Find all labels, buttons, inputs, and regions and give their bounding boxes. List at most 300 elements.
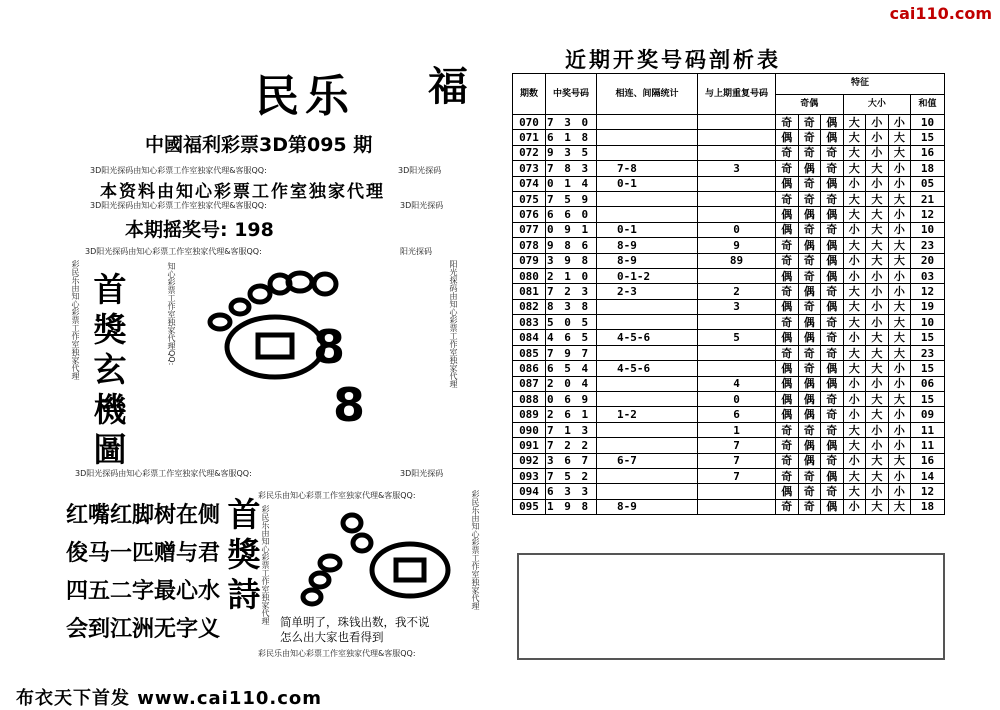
title-char: 首 bbox=[93, 270, 127, 309]
cell-big-small: 小 bbox=[866, 376, 889, 391]
bead bbox=[210, 315, 230, 329]
cell-sum: 15 bbox=[911, 330, 945, 345]
cell-big-small: 小 bbox=[888, 207, 911, 222]
cell-winning-number: 4 6 5 bbox=[546, 330, 597, 345]
table-row bbox=[513, 207, 945, 222]
cell-big-small: 大 bbox=[866, 392, 889, 407]
cell-odd-even: 偶 bbox=[821, 499, 844, 514]
cell-sum: 11 bbox=[911, 422, 945, 437]
cell-consecutive: 8-9 bbox=[597, 238, 698, 253]
sponsor-line: 本资料由知心彩票工作室独家代理 bbox=[100, 182, 385, 202]
cell-issue: 070 bbox=[513, 115, 546, 130]
cell-big-small: 大 bbox=[888, 392, 911, 407]
cell-winning-number: 1 9 8 bbox=[546, 499, 597, 514]
cell-repeat: 0 bbox=[698, 222, 776, 237]
cell-odd-even: 奇 bbox=[776, 453, 799, 468]
cell-big-small: 小 bbox=[888, 407, 911, 422]
cell-big-small: 小 bbox=[888, 176, 911, 191]
table-title: 近期开奖号码剖析表 bbox=[565, 47, 781, 72]
cell-odd-even: 奇 bbox=[776, 161, 799, 176]
cell-winning-number: 7 8 3 bbox=[546, 161, 597, 176]
cell-big-small: 小 bbox=[866, 284, 889, 299]
cell-big-small: 小 bbox=[866, 130, 889, 145]
cell-big-small: 大 bbox=[843, 299, 866, 314]
cell-odd-even: 偶 bbox=[798, 161, 821, 176]
cell-repeat bbox=[698, 499, 776, 514]
poem-line: 俊马一匹赠与君 bbox=[66, 541, 221, 566]
cell-odd-even: 奇 bbox=[798, 268, 821, 283]
table-row bbox=[513, 222, 945, 237]
cell-consecutive bbox=[597, 422, 698, 437]
cell-big-small: 大 bbox=[843, 130, 866, 145]
cell-odd-even: 偶 bbox=[821, 468, 844, 483]
footer: 布衣天下首发 www.cai110.com bbox=[16, 688, 323, 709]
cell-odd-even: 偶 bbox=[821, 299, 844, 314]
cell-big-small: 小 bbox=[866, 422, 889, 437]
cell-odd-even: 奇 bbox=[821, 222, 844, 237]
cell-odd-even: 奇 bbox=[798, 484, 821, 499]
cell-repeat bbox=[698, 315, 776, 330]
cell-big-small: 大 bbox=[843, 438, 866, 453]
cell-issue: 085 bbox=[513, 345, 546, 360]
cell-odd-even: 奇 bbox=[776, 238, 799, 253]
cell-odd-even: 奇 bbox=[798, 499, 821, 514]
cell-winning-number: 0 9 1 bbox=[546, 222, 597, 237]
cell-odd-even: 奇 bbox=[798, 422, 821, 437]
cell-issue: 072 bbox=[513, 145, 546, 160]
note-line: 怎么出大家也看得到 bbox=[280, 630, 384, 644]
cell-big-small: 小 bbox=[866, 268, 889, 283]
cell-consecutive bbox=[597, 299, 698, 314]
cell-big-small: 小 bbox=[866, 115, 889, 130]
tiny-note-bottom-left: 3D阳光探码由知心彩票工作室独家代理&客服QQ: bbox=[90, 201, 267, 210]
cell-odd-even: 偶 bbox=[821, 376, 844, 391]
cell-issue: 071 bbox=[513, 130, 546, 145]
cell-big-small: 大 bbox=[843, 145, 866, 160]
cell-odd-even: 偶 bbox=[776, 176, 799, 191]
vertical-note-lower-left: 彩民乐由知心彩票工作室独家代理 bbox=[261, 505, 270, 625]
cell-issue: 078 bbox=[513, 238, 546, 253]
table-row bbox=[513, 145, 945, 160]
cell-repeat bbox=[698, 130, 776, 145]
vertical-note-right: 阳光探码由知心彩票工作室独家代理 bbox=[449, 260, 458, 388]
cell-winning-number: 7 5 9 bbox=[546, 191, 597, 206]
tiny-note-mid-right: 阳光探码 bbox=[400, 247, 432, 256]
cell-odd-even: 奇 bbox=[798, 145, 821, 160]
cell-odd-even: 偶 bbox=[776, 407, 799, 422]
cell-sum: 23 bbox=[911, 345, 945, 360]
cell-big-small: 大 bbox=[888, 499, 911, 514]
cell-big-small: 大 bbox=[888, 238, 911, 253]
cell-sum: 03 bbox=[911, 268, 945, 283]
cell-issue: 080 bbox=[513, 268, 546, 283]
cell-sum: 15 bbox=[911, 361, 945, 376]
cell-big-small: 大 bbox=[843, 207, 866, 222]
poem-line: 会到江洲无字义 bbox=[66, 617, 221, 642]
cell-odd-even: 奇 bbox=[798, 191, 821, 206]
cell-odd-even: 偶 bbox=[776, 361, 799, 376]
cell-odd-even: 偶 bbox=[776, 330, 799, 345]
cell-consecutive: 6-7 bbox=[597, 453, 698, 468]
cell-consecutive: 8-9 bbox=[597, 253, 698, 268]
coin-figure-lower bbox=[290, 505, 470, 615]
cell-big-small: 大 bbox=[866, 161, 889, 176]
cell-odd-even: 偶 bbox=[798, 330, 821, 345]
cell-odd-even: 偶 bbox=[776, 299, 799, 314]
cell-consecutive bbox=[597, 345, 698, 360]
cell-odd-even: 奇 bbox=[776, 253, 799, 268]
cell-odd-even: 奇 bbox=[821, 453, 844, 468]
table-row bbox=[513, 130, 945, 145]
cell-sum: 15 bbox=[911, 130, 945, 145]
cell-big-small: 大 bbox=[866, 361, 889, 376]
header-odd-even: 奇偶 bbox=[776, 94, 844, 115]
cell-big-small: 大 bbox=[866, 468, 889, 483]
cell-big-small: 小 bbox=[888, 268, 911, 283]
cell-big-small: 大 bbox=[866, 453, 889, 468]
table-row bbox=[513, 361, 945, 376]
cell-issue: 094 bbox=[513, 484, 546, 499]
cell-big-small: 小 bbox=[843, 499, 866, 514]
cell-big-small: 大 bbox=[866, 330, 889, 345]
vertical-note-left: 彩民乐由知心彩票工作室独家代理 bbox=[71, 260, 80, 380]
cell-consecutive: 0-1-2 bbox=[597, 268, 698, 283]
cell-repeat bbox=[698, 176, 776, 191]
cell-big-small: 小 bbox=[843, 253, 866, 268]
tiny-note-top-right: 3D阳光探码 bbox=[398, 166, 442, 175]
cell-big-small: 小 bbox=[888, 438, 911, 453]
cell-odd-even: 偶 bbox=[798, 284, 821, 299]
cell-issue: 093 bbox=[513, 468, 546, 483]
bead bbox=[250, 286, 270, 302]
cell-odd-even: 奇 bbox=[798, 176, 821, 191]
cell-big-small: 大 bbox=[843, 468, 866, 483]
header-consecutive: 相连、间隔统计 bbox=[597, 74, 698, 115]
cell-big-small: 大 bbox=[866, 222, 889, 237]
cell-odd-even: 偶 bbox=[776, 268, 799, 283]
cell-odd-even: 偶 bbox=[821, 238, 844, 253]
table-row bbox=[513, 253, 945, 268]
cell-consecutive bbox=[597, 376, 698, 391]
cell-winning-number: 0 6 9 bbox=[546, 392, 597, 407]
cell-repeat: 7 bbox=[698, 453, 776, 468]
cell-big-small: 小 bbox=[888, 222, 911, 237]
title-char: 獎 bbox=[93, 310, 127, 349]
cell-big-small: 小 bbox=[843, 392, 866, 407]
cell-odd-even: 奇 bbox=[798, 345, 821, 360]
cell-big-small: 小 bbox=[888, 376, 911, 391]
cell-big-small: 大 bbox=[843, 422, 866, 437]
cell-odd-even: 偶 bbox=[821, 268, 844, 283]
cell-sum: 23 bbox=[911, 238, 945, 253]
header-sum: 和值 bbox=[911, 94, 945, 115]
table-row bbox=[513, 499, 945, 514]
coin bbox=[227, 317, 323, 377]
table-row bbox=[513, 453, 945, 468]
note bbox=[280, 615, 430, 645]
brand-title: 民乐 bbox=[255, 71, 355, 122]
cell-consecutive bbox=[597, 145, 698, 160]
cell-big-small: 小 bbox=[888, 422, 911, 437]
cell-winning-number: 3 6 7 bbox=[546, 453, 597, 468]
cell-odd-even: 奇 bbox=[776, 438, 799, 453]
table-row bbox=[513, 345, 945, 360]
site-watermark: cai110.com bbox=[889, 4, 992, 23]
cell-issue: 088 bbox=[513, 392, 546, 407]
cell-repeat: 3 bbox=[698, 299, 776, 314]
cell-odd-even: 偶 bbox=[798, 407, 821, 422]
header-issue: 期数 bbox=[513, 74, 546, 115]
cell-big-small: 小 bbox=[866, 145, 889, 160]
cell-odd-even: 奇 bbox=[821, 161, 844, 176]
cell-issue: 079 bbox=[513, 253, 546, 268]
cell-odd-even: 偶 bbox=[798, 238, 821, 253]
cell-odd-even: 偶 bbox=[798, 315, 821, 330]
cell-big-small: 大 bbox=[843, 161, 866, 176]
cell-consecutive bbox=[597, 392, 698, 407]
header-winning: 中奖号码 bbox=[546, 74, 597, 115]
cell-big-small: 小 bbox=[843, 407, 866, 422]
history-table bbox=[512, 73, 945, 515]
cell-consecutive bbox=[597, 484, 698, 499]
table-row bbox=[513, 438, 945, 453]
cell-odd-even: 偶 bbox=[776, 376, 799, 391]
cell-odd-even: 奇 bbox=[776, 315, 799, 330]
cell-big-small: 大 bbox=[888, 299, 911, 314]
cell-big-small: 大 bbox=[843, 484, 866, 499]
table-row bbox=[513, 422, 945, 437]
cell-winning-number: 7 2 3 bbox=[546, 284, 597, 299]
cell-odd-even: 偶 bbox=[821, 253, 844, 268]
cell-big-small: 大 bbox=[843, 115, 866, 130]
tiny-note-lower-box: 彩民乐由知心彩票工作室独家代理&客服QQ: bbox=[258, 491, 416, 500]
table-row bbox=[513, 376, 945, 391]
note-line: 简单明了，珠钱出数，我不说 bbox=[280, 615, 430, 629]
cell-repeat: 5 bbox=[698, 330, 776, 345]
cell-odd-even: 偶 bbox=[821, 438, 844, 453]
cell-odd-even: 奇 bbox=[821, 345, 844, 360]
cell-consecutive: 0-1 bbox=[597, 176, 698, 191]
cell-big-small: 大 bbox=[866, 238, 889, 253]
cell-repeat bbox=[698, 115, 776, 130]
cell-odd-even: 奇 bbox=[798, 222, 821, 237]
cell-winning-number: 2 1 0 bbox=[546, 268, 597, 283]
cell-issue: 095 bbox=[513, 499, 546, 514]
title-char: 玄 bbox=[93, 350, 127, 389]
cell-odd-even: 奇 bbox=[798, 130, 821, 145]
cell-repeat: 1 bbox=[698, 422, 776, 437]
cell-big-small: 小 bbox=[866, 315, 889, 330]
cell-winning-number: 2 6 1 bbox=[546, 407, 597, 422]
cell-big-small: 大 bbox=[866, 345, 889, 360]
cell-odd-even: 奇 bbox=[776, 115, 799, 130]
table-row bbox=[513, 330, 945, 345]
coin-hole bbox=[258, 335, 292, 357]
cell-sum: 06 bbox=[911, 376, 945, 391]
cell-big-small: 大 bbox=[843, 191, 866, 206]
cell-consecutive: 2-3 bbox=[597, 284, 698, 299]
table-row bbox=[513, 468, 945, 483]
cell-big-small: 大 bbox=[888, 345, 911, 360]
cell-big-small: 小 bbox=[888, 484, 911, 499]
cell-sum: 11 bbox=[911, 438, 945, 453]
cell-repeat bbox=[698, 207, 776, 222]
cell-issue: 077 bbox=[513, 222, 546, 237]
cell-sum: 12 bbox=[911, 207, 945, 222]
cell-repeat: 4 bbox=[698, 376, 776, 391]
cell-winning-number: 7 2 2 bbox=[546, 438, 597, 453]
cell-odd-even: 奇 bbox=[798, 361, 821, 376]
cell-sum: 15 bbox=[911, 392, 945, 407]
cell-repeat: 7 bbox=[698, 468, 776, 483]
bead bbox=[231, 300, 249, 314]
header-repeat: 与上期重复号码 bbox=[698, 74, 776, 115]
cell-winning-number: 7 5 2 bbox=[546, 468, 597, 483]
cell-big-small: 大 bbox=[888, 145, 911, 160]
cell-winning-number: 6 1 8 bbox=[546, 130, 597, 145]
cell-big-small: 小 bbox=[866, 484, 889, 499]
cell-odd-even: 奇 bbox=[776, 145, 799, 160]
cell-consecutive: 1-2 bbox=[597, 407, 698, 422]
cell-big-small: 小 bbox=[888, 284, 911, 299]
cell-consecutive bbox=[597, 207, 698, 222]
blank-box bbox=[517, 553, 945, 660]
cell-odd-even: 奇 bbox=[798, 299, 821, 314]
cell-odd-even: 奇 bbox=[821, 392, 844, 407]
cell-big-small: 大 bbox=[888, 253, 911, 268]
cell-sum: 16 bbox=[911, 145, 945, 160]
cell-winning-number: 7 9 7 bbox=[546, 345, 597, 360]
cell-winning-number: 2 0 4 bbox=[546, 376, 597, 391]
cell-odd-even: 奇 bbox=[798, 468, 821, 483]
table-body bbox=[513, 115, 945, 515]
cell-winning-number: 6 3 3 bbox=[546, 484, 597, 499]
cell-repeat: 6 bbox=[698, 407, 776, 422]
cell-odd-even: 偶 bbox=[776, 130, 799, 145]
cell-odd-even: 奇 bbox=[776, 422, 799, 437]
cell-repeat: 7 bbox=[698, 438, 776, 453]
cell-odd-even: 奇 bbox=[821, 145, 844, 160]
cell-repeat: 0 bbox=[698, 392, 776, 407]
cell-consecutive bbox=[597, 315, 698, 330]
cell-repeat: 9 bbox=[698, 238, 776, 253]
cell-consecutive bbox=[597, 468, 698, 483]
table-row bbox=[513, 407, 945, 422]
cell-sum: 12 bbox=[911, 284, 945, 299]
figure-digit: 8 bbox=[333, 378, 366, 432]
cell-big-small: 小 bbox=[843, 330, 866, 345]
cell-big-small: 大 bbox=[866, 253, 889, 268]
cell-big-small: 小 bbox=[888, 161, 911, 176]
cell-big-small: 大 bbox=[888, 191, 911, 206]
cell-consecutive bbox=[597, 191, 698, 206]
cell-odd-even: 偶 bbox=[776, 392, 799, 407]
table-row bbox=[513, 284, 945, 299]
cell-odd-even: 奇 bbox=[821, 284, 844, 299]
cell-big-small: 小 bbox=[866, 438, 889, 453]
table-row bbox=[513, 176, 945, 191]
cell-issue: 090 bbox=[513, 422, 546, 437]
cell-odd-even: 奇 bbox=[776, 345, 799, 360]
cell-issue: 087 bbox=[513, 376, 546, 391]
cell-odd-even: 偶 bbox=[821, 361, 844, 376]
cell-odd-even: 偶 bbox=[798, 453, 821, 468]
cell-sum: 05 bbox=[911, 176, 945, 191]
bead bbox=[314, 274, 336, 294]
cell-winning-number: 3 9 8 bbox=[546, 253, 597, 268]
cell-odd-even: 奇 bbox=[798, 115, 821, 130]
cell-big-small: 大 bbox=[843, 315, 866, 330]
cell-consecutive bbox=[597, 438, 698, 453]
cell-repeat bbox=[698, 361, 776, 376]
poem-line: 四五二字最心水 bbox=[66, 579, 221, 604]
cell-consecutive: 7-8 bbox=[597, 161, 698, 176]
cell-odd-even: 奇 bbox=[776, 284, 799, 299]
cell-big-small: 小 bbox=[843, 453, 866, 468]
cell-consecutive: 4-5-6 bbox=[597, 361, 698, 376]
cell-issue: 084 bbox=[513, 330, 546, 345]
cell-odd-even: 奇 bbox=[821, 484, 844, 499]
cell-odd-even: 偶 bbox=[776, 207, 799, 222]
cell-winning-number: 7 3 0 bbox=[546, 115, 597, 130]
cell-odd-even: 偶 bbox=[821, 115, 844, 130]
cell-odd-even: 奇 bbox=[821, 315, 844, 330]
cell-winning-number: 8 3 8 bbox=[546, 299, 597, 314]
cell-odd-even: 奇 bbox=[821, 330, 844, 345]
cell-odd-even: 偶 bbox=[821, 130, 844, 145]
cell-big-small: 大 bbox=[866, 407, 889, 422]
cell-odd-even: 奇 bbox=[821, 191, 844, 206]
cell-odd-even: 奇 bbox=[821, 422, 844, 437]
table-row bbox=[513, 268, 945, 283]
cell-issue: 081 bbox=[513, 284, 546, 299]
cell-issue: 075 bbox=[513, 191, 546, 206]
cell-big-small: 小 bbox=[866, 176, 889, 191]
cell-winning-number: 5 0 5 bbox=[546, 315, 597, 330]
cell-big-small: 大 bbox=[843, 361, 866, 376]
cell-big-small: 小 bbox=[843, 376, 866, 391]
header-big-small: 大小 bbox=[843, 94, 911, 115]
cell-sum: 19 bbox=[911, 299, 945, 314]
cell-issue: 074 bbox=[513, 176, 546, 191]
cell-big-small: 大 bbox=[866, 207, 889, 222]
draw-number: 本期摇奖号: 198 bbox=[125, 219, 274, 241]
title-char: 詩 bbox=[227, 575, 261, 614]
cell-odd-even: 奇 bbox=[821, 407, 844, 422]
table-row bbox=[513, 299, 945, 314]
tiny-note-lower-box-bottom: 彩民乐由知心彩票工作室独家代理&客服QQ: bbox=[258, 649, 416, 658]
cell-issue: 089 bbox=[513, 407, 546, 422]
cell-sum: 14 bbox=[911, 468, 945, 483]
cell-winning-number: 0 1 4 bbox=[546, 176, 597, 191]
cell-odd-even: 奇 bbox=[776, 191, 799, 206]
cell-big-small: 大 bbox=[888, 130, 911, 145]
cell-big-small: 小 bbox=[843, 176, 866, 191]
cell-sum: 12 bbox=[911, 484, 945, 499]
table-row bbox=[513, 484, 945, 499]
cell-repeat: 3 bbox=[698, 161, 776, 176]
cell-issue: 092 bbox=[513, 453, 546, 468]
cell-big-small: 小 bbox=[866, 299, 889, 314]
vertical-note-inner: 知心彩票工作室独家代理QQ: bbox=[167, 262, 176, 366]
cell-big-small: 小 bbox=[888, 468, 911, 483]
cell-consecutive: 0-1 bbox=[597, 222, 698, 237]
cell-issue: 091 bbox=[513, 438, 546, 453]
vertical-note-lower-right: 彩民乐由知心彩票工作室独家代理 bbox=[471, 490, 480, 610]
cell-odd-even: 偶 bbox=[798, 207, 821, 222]
cell-odd-even: 偶 bbox=[821, 176, 844, 191]
cell-odd-even: 偶 bbox=[798, 376, 821, 391]
